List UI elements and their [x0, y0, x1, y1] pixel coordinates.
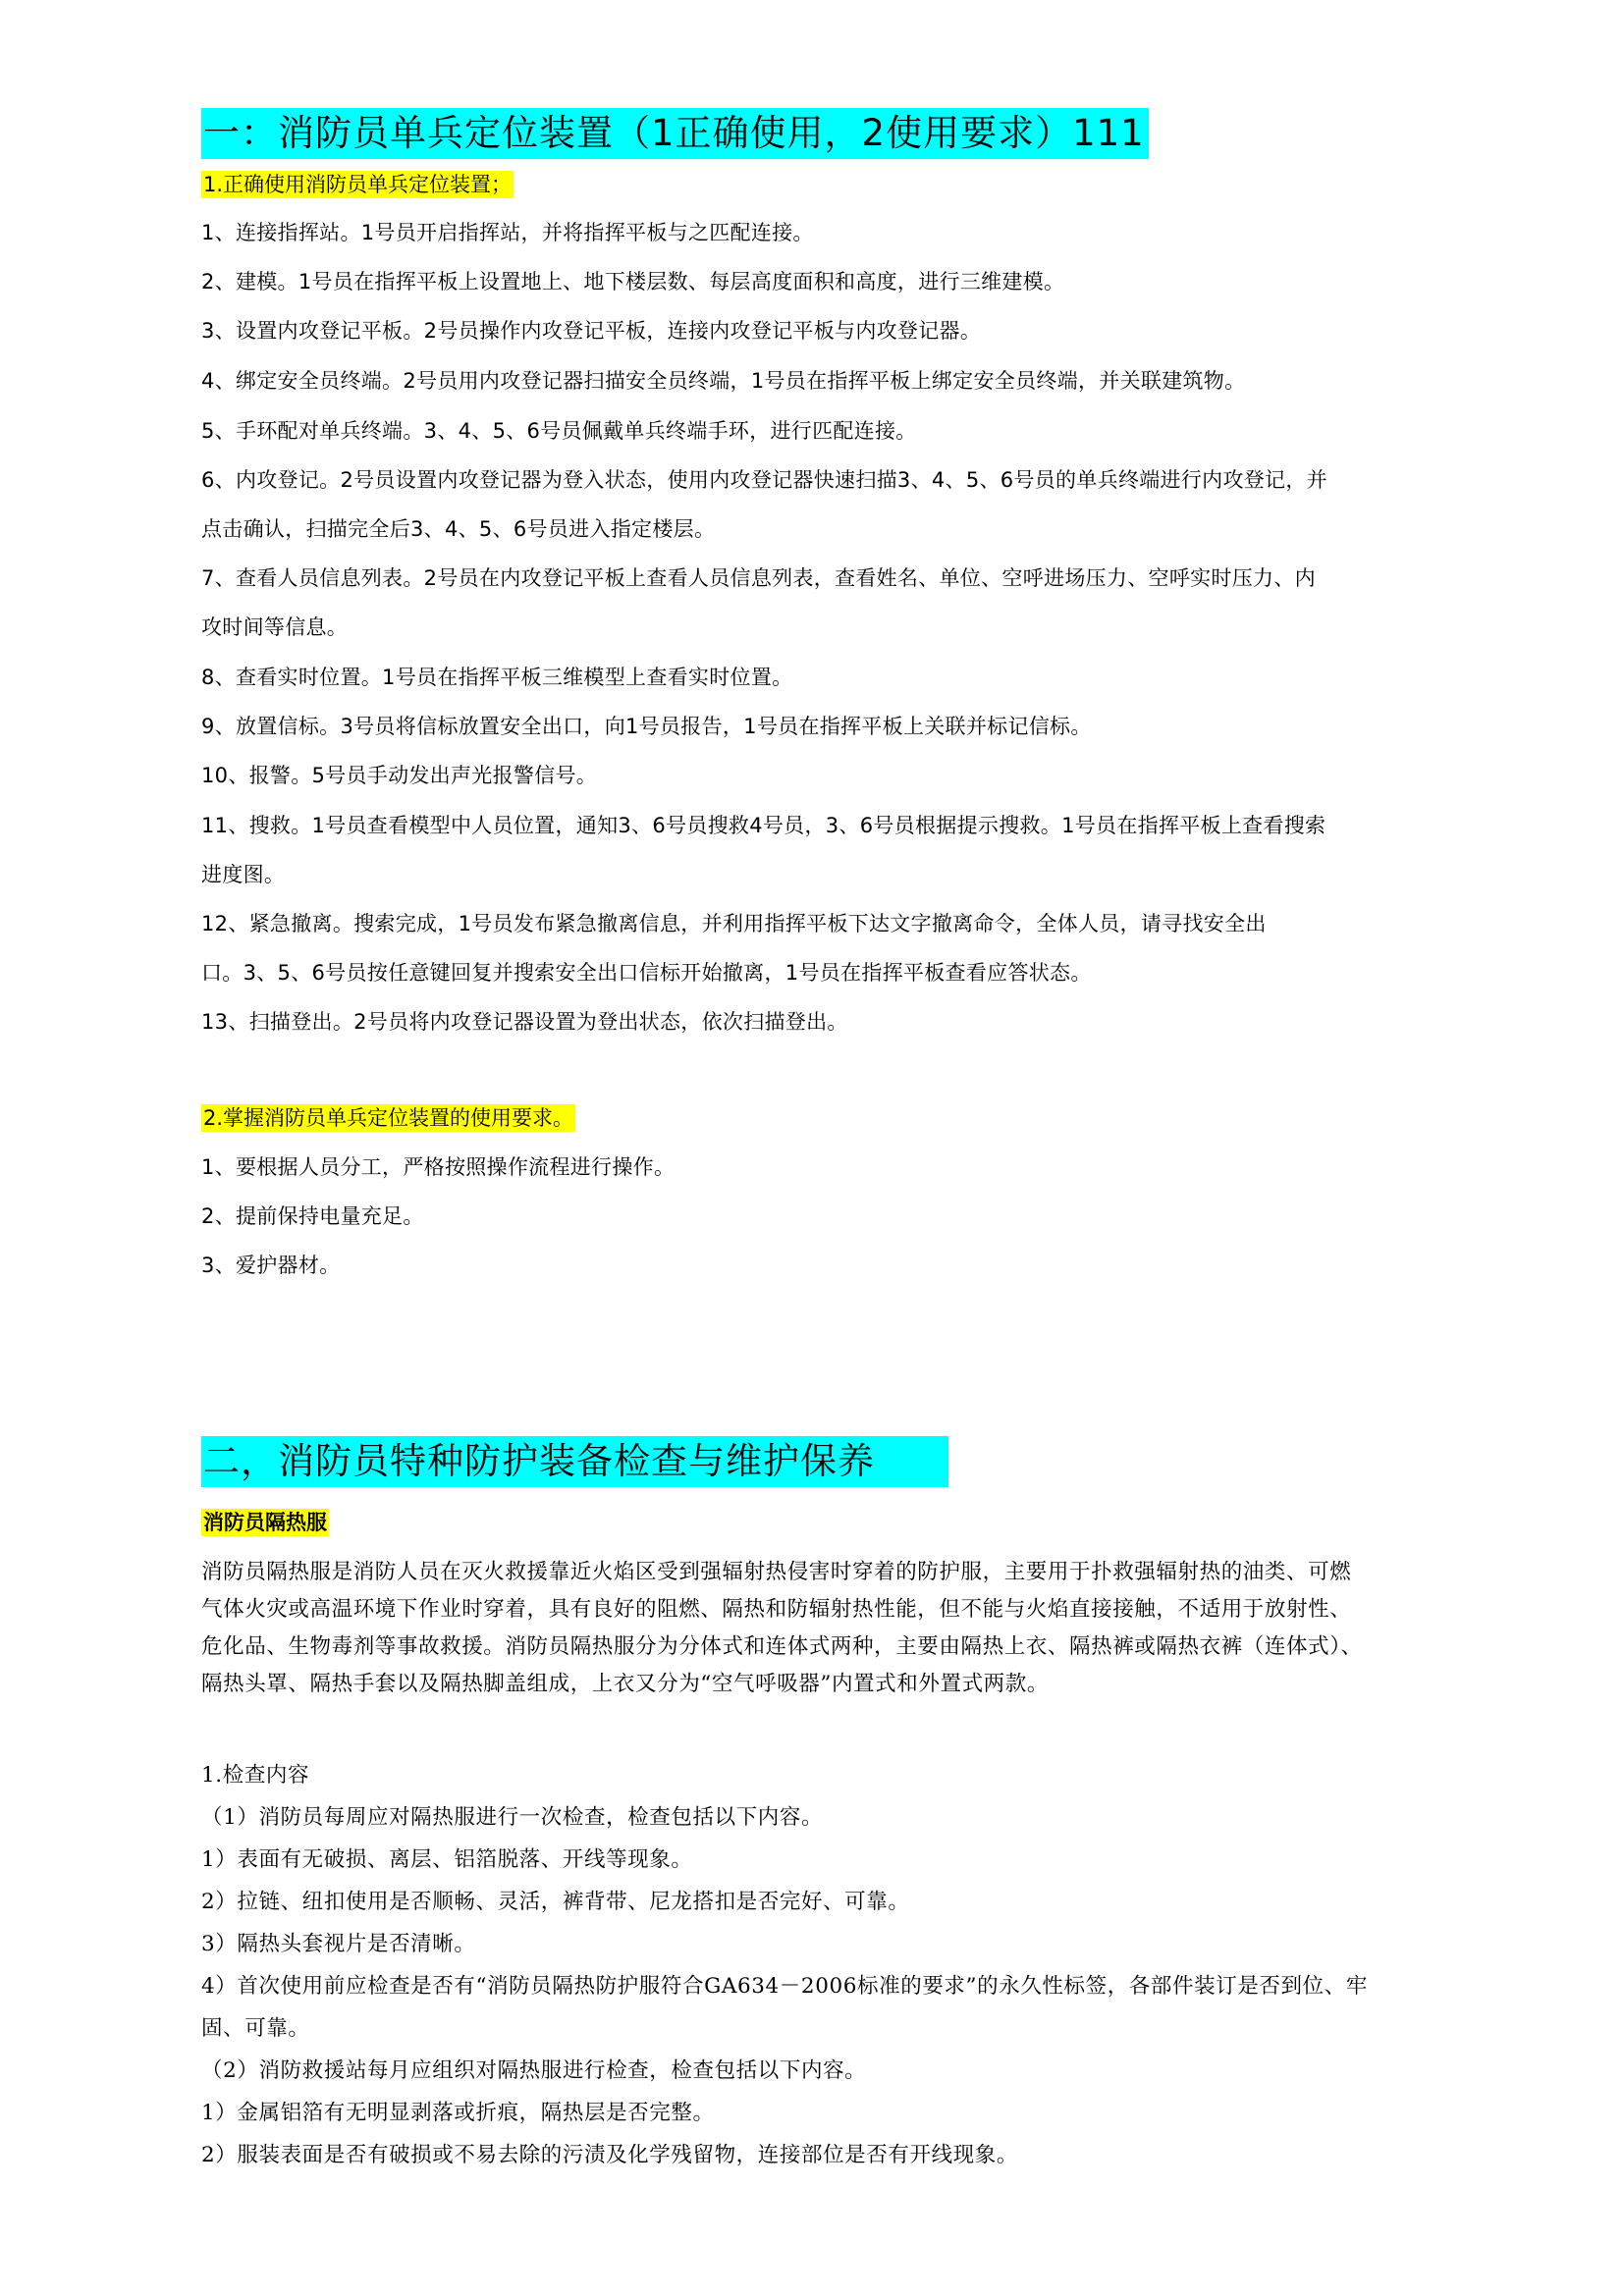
check-title: 1.检查内容: [201, 1763, 310, 1788]
list-item: 1、连接指挥站。1号员开启指挥站，并将指挥平板与之匹配连接。: [201, 221, 814, 244]
check-item: （1）消防员每周应对隔热服进行一次检查，检查包括以下内容。: [201, 1805, 824, 1830]
list-item: 4、绑定安全员终端。2号员用内攻登记器扫描安全员终端，1号员在指挥平板上绑定安全员终端，并关联建筑物。: [201, 369, 1246, 393]
check-item: （2）消防救援站每月应组织对隔热服进行检查，检查包括以下内容。: [201, 2058, 867, 2083]
list-item: 12、紧急撤离。搜索完成，1号员发布紧急撤离信息，并利用指挥平板下达文字撤离命令，全体人员，请寻找安全出: [201, 912, 1267, 935]
list-item: 2、建模。1号员在指挥平板上设置地上、地下楼层数、每层高度面积和高度，进行三维建模。: [201, 270, 1065, 294]
list-item: 11、搜救。1号员查看模型中人员位置，通知3、6号员搜救4号员，3、6号员根据提示搜救。1号员在指挥平板上查看搜索: [201, 814, 1326, 837]
check-item-continuation: 固、可靠。: [201, 2016, 310, 2041]
paragraph-line: 危化品、生物毒剂等事故救援。消防员隔热服分为分体式和连体式两种，主要由隔热上衣、隔热裤或隔热衣裤（连体式）、: [201, 1634, 1363, 1659]
list-item-continuation: 进度图。: [201, 863, 286, 886]
check-item: 4）首次使用前应检查是否有“消防员隔热防护服符合GA634－2006标准的要求”的永久性标签，各部件装订是否到位、牢: [201, 1974, 1368, 1999]
section2-heading: 二，消防员特种防护装备检查与维护保养: [201, 1436, 948, 1487]
list-item: 10、报警。5号员手动发出声光报警信号。: [201, 764, 598, 787]
list-item: 2、提前保持电量充足。: [201, 1204, 424, 1228]
list-item: 8、查看实时位置。1号员在指挥平板三维模型上查看实时位置。: [201, 666, 793, 689]
paragraph-line: 隔热头罩、隔热手套以及隔热脚盖组成，上衣又分为“空气呼吸器”内置式和外置式两款。: [201, 1672, 1049, 1696]
list-item: 1、要根据人员分工，严格按照操作流程进行操作。: [201, 1155, 676, 1179]
check-item: 1）金属铝箔有无明显剥落或折痕，隔热层是否完整。: [201, 2101, 715, 2125]
section1-part2-title: 2.掌握消防员单兵定位装置的使用要求。: [203, 1106, 574, 1130]
list-item: 9、放置信标。3号员将信标放置安全出口，向1号员报告，1号员在指挥平板上关联并标记信标。: [201, 715, 1092, 738]
list-item-continuation: 点击确认，扫描完全后3、4、5、6号员进入指定楼层。: [201, 517, 716, 541]
section2-subsection-title: 消防员隔热服: [203, 1511, 327, 1534]
list-item: 13、扫描登出。2号员将内攻登记器设置为登出状态，依次扫描登出。: [201, 1010, 848, 1034]
section1-part1-title: 1.正确使用消防员单兵定位装置；: [203, 173, 513, 196]
list-item: 3、设置内攻登记平板。2号员操作内攻登记平板，连接内攻登记平板与内攻登记器。: [201, 319, 982, 343]
check-item: 2）拉链、纽扣使用是否顺畅、灵活，裤背带、尼龙搭扣是否完好、可靠。: [201, 1890, 910, 1914]
list-item: 7、查看人员信息列表。2号员在内攻登记平板上查看人员信息列表，查看姓名、单位、空呼进场压力、空呼实时压力、内: [201, 566, 1316, 590]
section1-heading: 一：消防员单兵定位装置（1正确使用，2使用要求）111: [201, 108, 1149, 159]
list-item-continuation: 口。3、5、6号员按任意键回复并搜索安全出口信标开始撤离，1号员在指挥平板查看应答状态。: [201, 961, 1092, 985]
list-item-continuation: 攻时间等信息。: [201, 615, 349, 639]
list-item: 6、内攻登记。2号员设置内攻登记器为登入状态，使用内攻登记器快速扫描3、4、5、6号员的单兵终端进行内攻登记，并: [201, 468, 1327, 492]
check-item: 3）隔热头套视片是否清晰。: [201, 1932, 476, 1956]
paragraph-line: 消防员隔热服是消防人员在灭火救援靠近火焰区受到强辐射热侵害时穿着的防护服，主要用于扑救强辐射热的油类、可燃: [201, 1560, 1352, 1584]
check-item: 2）服装表面是否有破损或不易去除的污渍及化学残留物，连接部位是否有开线现象。: [201, 2143, 1018, 2167]
list-item: 3、爱护器材。: [201, 1254, 341, 1277]
list-item: 5、手环配对单兵终端。3、4、5、6号员佩戴单兵终端手环，进行匹配连接。: [201, 419, 917, 443]
paragraph-line: 气体火灾或高温环境下作业时穿着，具有良好的阻燃、隔热和防辐射热性能，但不能与火焰直接接触，不适用于放射性、: [201, 1597, 1352, 1622]
check-item: 1）表面有无破损、离层、铝箔脱落、开线等现象。: [201, 1847, 693, 1872]
